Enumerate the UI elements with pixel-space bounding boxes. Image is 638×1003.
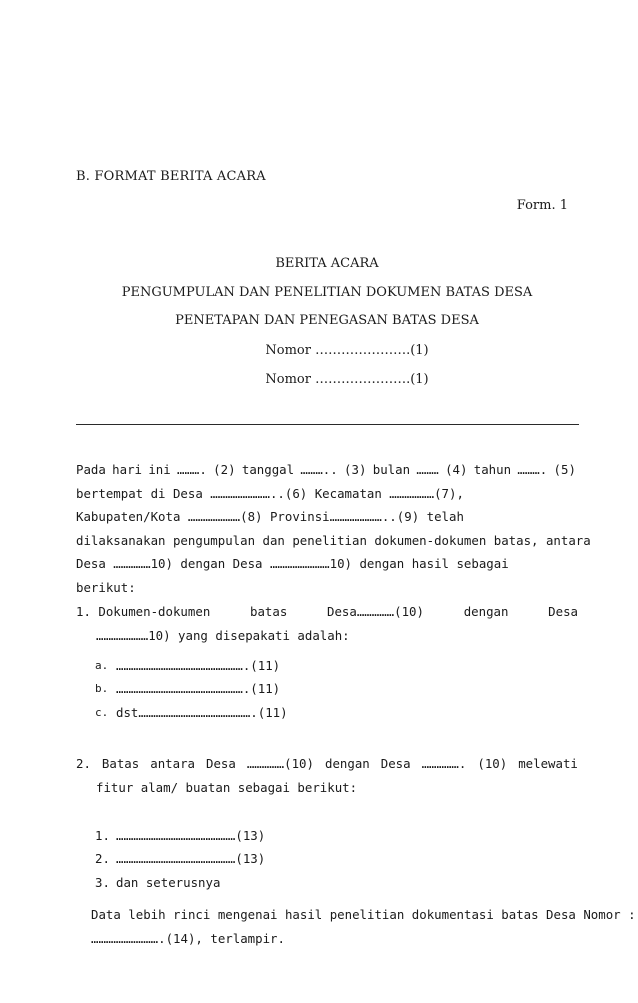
intro-line-1-word: Pada (76, 462, 106, 477)
list-item-2 (76, 752, 578, 799)
intro-line-1-word: bulan (372, 462, 411, 477)
list-item-1-line-1 (76, 600, 578, 624)
intro-line-1-word: hari (112, 462, 142, 477)
intro-line-1-word: (2) (213, 462, 236, 477)
list-item-1-word: Desa……………(10) (327, 604, 424, 619)
intro-line-6: berikut: (76, 579, 136, 595)
intro-line-1-word: ini (148, 462, 171, 477)
list-item-2-word: 2. (76, 756, 91, 771)
intro-line-1-word: ……… (416, 462, 439, 477)
list-item-text: dst……………………………………….(11) (116, 704, 288, 720)
intro-line-1-word: tahun (473, 462, 512, 477)
list-item-2-word: Batas (101, 756, 140, 771)
sublist-documents (95, 654, 288, 724)
intro-line-4: dilaksanakan pengumpulan dan penelitian dokumen-dokumen batas, antara (76, 532, 591, 548)
closing-paragraph (91, 903, 636, 950)
list-marker: 1. (95, 828, 110, 843)
intro-line-1-word: ………. (177, 462, 207, 477)
list-item-1-line-2: …………………10) yang disepakati adalah: (96, 627, 350, 643)
list-item-2-word: ……………(10) (246, 756, 314, 771)
list-item (95, 847, 265, 870)
list-marker: c. (95, 705, 109, 719)
intro-line-1-word: tanggal (241, 462, 295, 477)
closing-line-2: ……………………….(14), terlampir. (91, 930, 285, 946)
intro-line-3: Kabupaten/Kota …………………(8) Provinsi…………………..(9) telah (76, 509, 464, 525)
nomor-line-2: Nomor ………………….(1) (265, 372, 429, 387)
intro-line-1-word: ………. (517, 462, 548, 477)
list-item-1-word: Desa (548, 604, 578, 619)
nomor-line-1: Nomor ………………….(1) (265, 343, 429, 358)
list-item-2-word: melewati (518, 756, 578, 771)
list-item (95, 871, 265, 894)
intro-line-1-word: (3) (344, 462, 367, 477)
intro-line-1-word: (5) (553, 462, 576, 477)
list-item-2-word: antara (150, 756, 195, 771)
list-item (95, 677, 288, 700)
list-item-text: …………………………………………….(11) (116, 658, 281, 673)
list-marker: a. (95, 659, 109, 672)
list-item-2-word: ……………. (421, 756, 467, 771)
list-marker: 2. (95, 851, 110, 867)
horizontal-rule (76, 424, 579, 425)
intro-line-1 (76, 458, 576, 482)
list-item-2-word: dengan (324, 756, 370, 771)
list-item-1-word: dengan (463, 604, 509, 619)
list-item-2-word: Desa (380, 756, 411, 771)
intro-line-1-word: (4) (445, 462, 468, 477)
list-item-1-word: 1. Dokumen-dokumen (76, 604, 211, 619)
form-number: Form. 1 (516, 198, 568, 213)
heading-title: BERITA ACARA (275, 256, 379, 271)
section-title: B. FORMAT BERITA ACARA (76, 169, 266, 184)
list-item-1 (76, 600, 578, 647)
list-item-2-line-1 (76, 752, 578, 776)
list-item-2-word: Desa (206, 756, 236, 771)
intro-line-5: Desa ……………10) dengan Desa ……………………10) dengan hasil sebagai (76, 556, 509, 572)
list-item-text: dan seterusnya (116, 874, 221, 890)
closing-line-1: Data lebih rinci mengenai hasil penelitian dokumentasi batas Desa Nomor : (91, 907, 636, 922)
list-item-1-word: batas (249, 604, 288, 619)
list-marker: b. (95, 682, 109, 696)
list-item (95, 654, 288, 677)
list-item (95, 824, 265, 847)
list-item (95, 701, 288, 724)
list-marker: 3. (95, 874, 110, 890)
intro-line-2: bertempat di Desa ……………………..(6) Kecamatan ………………(7), (76, 485, 464, 501)
list-item-text: …………………………………………….(11) (116, 681, 281, 697)
sublist-features (95, 824, 265, 894)
list-item-text: …………………………………………(13) (116, 828, 266, 843)
intro-line-1-word: ……….. (300, 462, 338, 477)
list-item-2-line-2: fitur alam/ buatan sebagai berikut: (96, 779, 358, 795)
heading-subtitle-1: PENGUMPULAN DAN PENELITIAN DOKUMEN BATAS DESA (121, 285, 533, 300)
list-item-2-word: (10) (477, 756, 508, 771)
heading-subtitle-2: PENETAPAN DAN PENEGASAN BATAS DESA (175, 313, 479, 328)
intro-paragraph (76, 458, 591, 600)
list-item-text: …………………………………………(13) (116, 851, 266, 867)
